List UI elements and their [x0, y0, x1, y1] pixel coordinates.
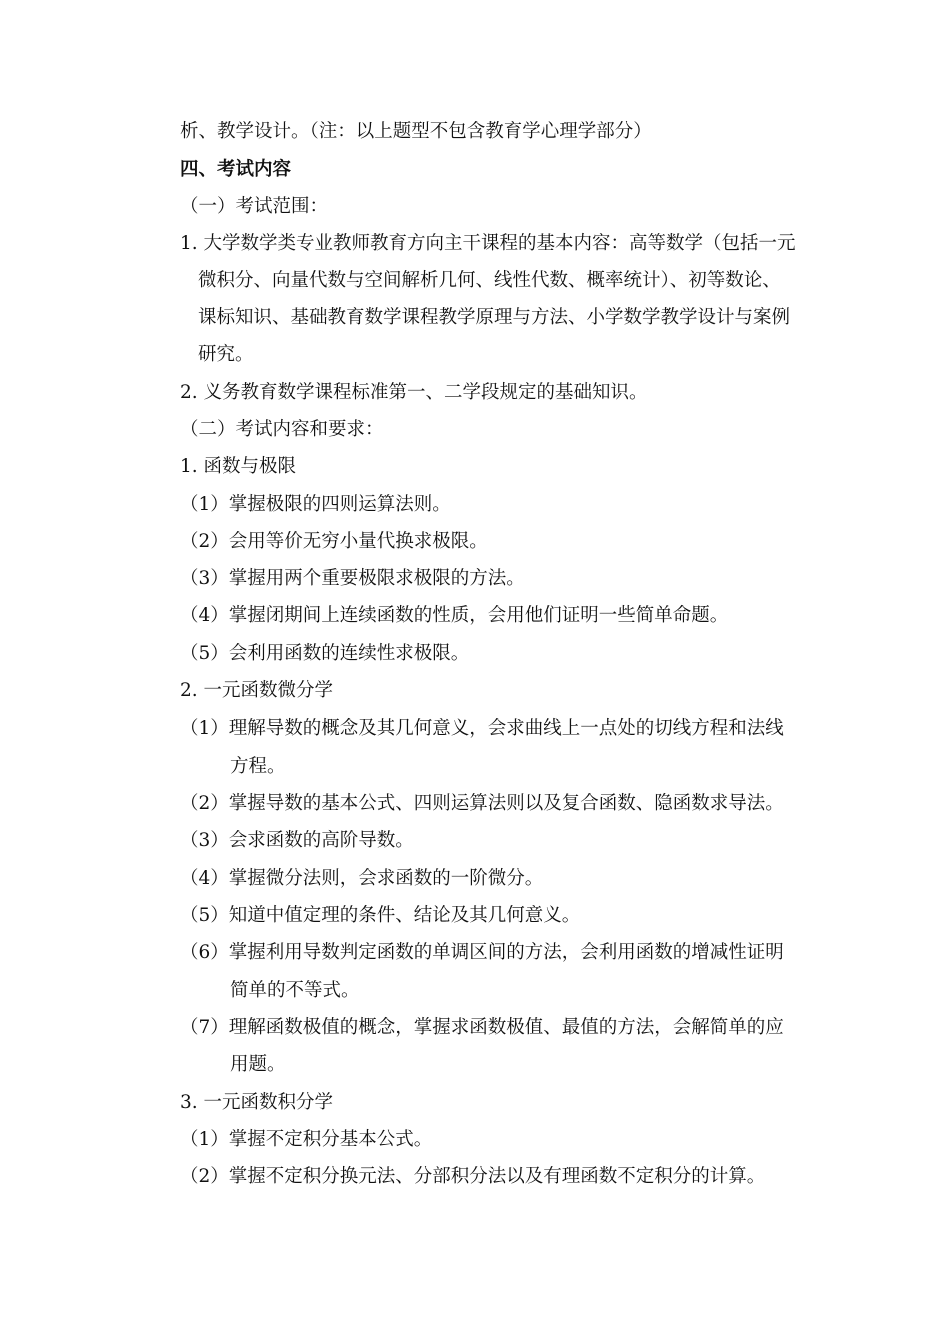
- list-item-line: （1）掌握极限的四则运算法则。: [180, 494, 451, 515]
- topic-heading: 3. 一元函数积分学: [180, 1092, 334, 1113]
- list-item-continuation: 用题。: [230, 1054, 286, 1075]
- list-item-continuation: 简单的不等式。: [230, 980, 360, 1001]
- list-item-continuation: 微积分、向量代数与空间解析几何、线性代数、概率统计）、初等数论、: [198, 270, 781, 291]
- paragraph-line: 析、教学设计。（注：以上题型不包含教育学心理学部分）: [180, 121, 652, 142]
- list-item-line: （2）掌握导数的基本公式、四则运算法则以及复合函数、隐函数求导法。: [180, 793, 784, 814]
- list-item-line: （2）掌握不定积分换元法、分部积分法以及有理函数不定积分的计算。: [180, 1166, 766, 1187]
- subsection-heading: （二）考试内容和要求：: [180, 419, 384, 440]
- list-item-line: （1）掌握不定积分基本公式。: [180, 1129, 433, 1150]
- list-item-continuation: 研究。: [198, 344, 254, 365]
- list-item-line: （2）会用等价无穷小量代换求极限。: [180, 531, 488, 552]
- list-item-line: （4）掌握闭期间上连续函数的性质，会用他们证明一些简单命题。: [180, 605, 729, 626]
- list-item-line: （6）掌握利用导数判定函数的单调区间的方法，会利用函数的增减性证明: [180, 942, 784, 963]
- section-heading: 四、考试内容: [180, 159, 292, 180]
- list-item-line: （3）掌握用两个重要极限求极限的方法。: [180, 568, 525, 589]
- list-item-line: （1）理解导数的概念及其几何意义，会求曲线上一点处的切线方程和法线: [180, 718, 784, 739]
- list-item-continuation: 课标知识、基础教育数学课程教学原理与方法、小学数学教学设计与案例: [198, 307, 791, 328]
- list-item-line: 1. 大学数学类专业教师教育方向主干课程的基本内容：高等数学（包括一元: [180, 233, 796, 254]
- topic-heading: 1. 函数与极限: [180, 456, 297, 477]
- topic-heading: 2. 一元函数微分学: [180, 680, 334, 701]
- list-item-line: （5）会利用函数的连续性求极限。: [180, 643, 470, 664]
- subsection-heading: （一）考试范围：: [180, 196, 329, 217]
- list-item-line: （4）掌握微分法则，会求函数的一阶微分。: [180, 868, 544, 889]
- list-item-continuation: 方程。: [230, 756, 286, 777]
- list-item-line: 2. 义务教育数学课程标准第一、二学段规定的基础知识。: [180, 382, 648, 403]
- list-item-line: （7）理解函数极值的概念，掌握求函数极值、最值的方法，会解简单的应: [180, 1017, 784, 1038]
- list-item-line: （5）知道中值定理的条件、结论及其几何意义。: [180, 905, 581, 926]
- list-item-line: （3）会求函数的高阶导数。: [180, 830, 414, 851]
